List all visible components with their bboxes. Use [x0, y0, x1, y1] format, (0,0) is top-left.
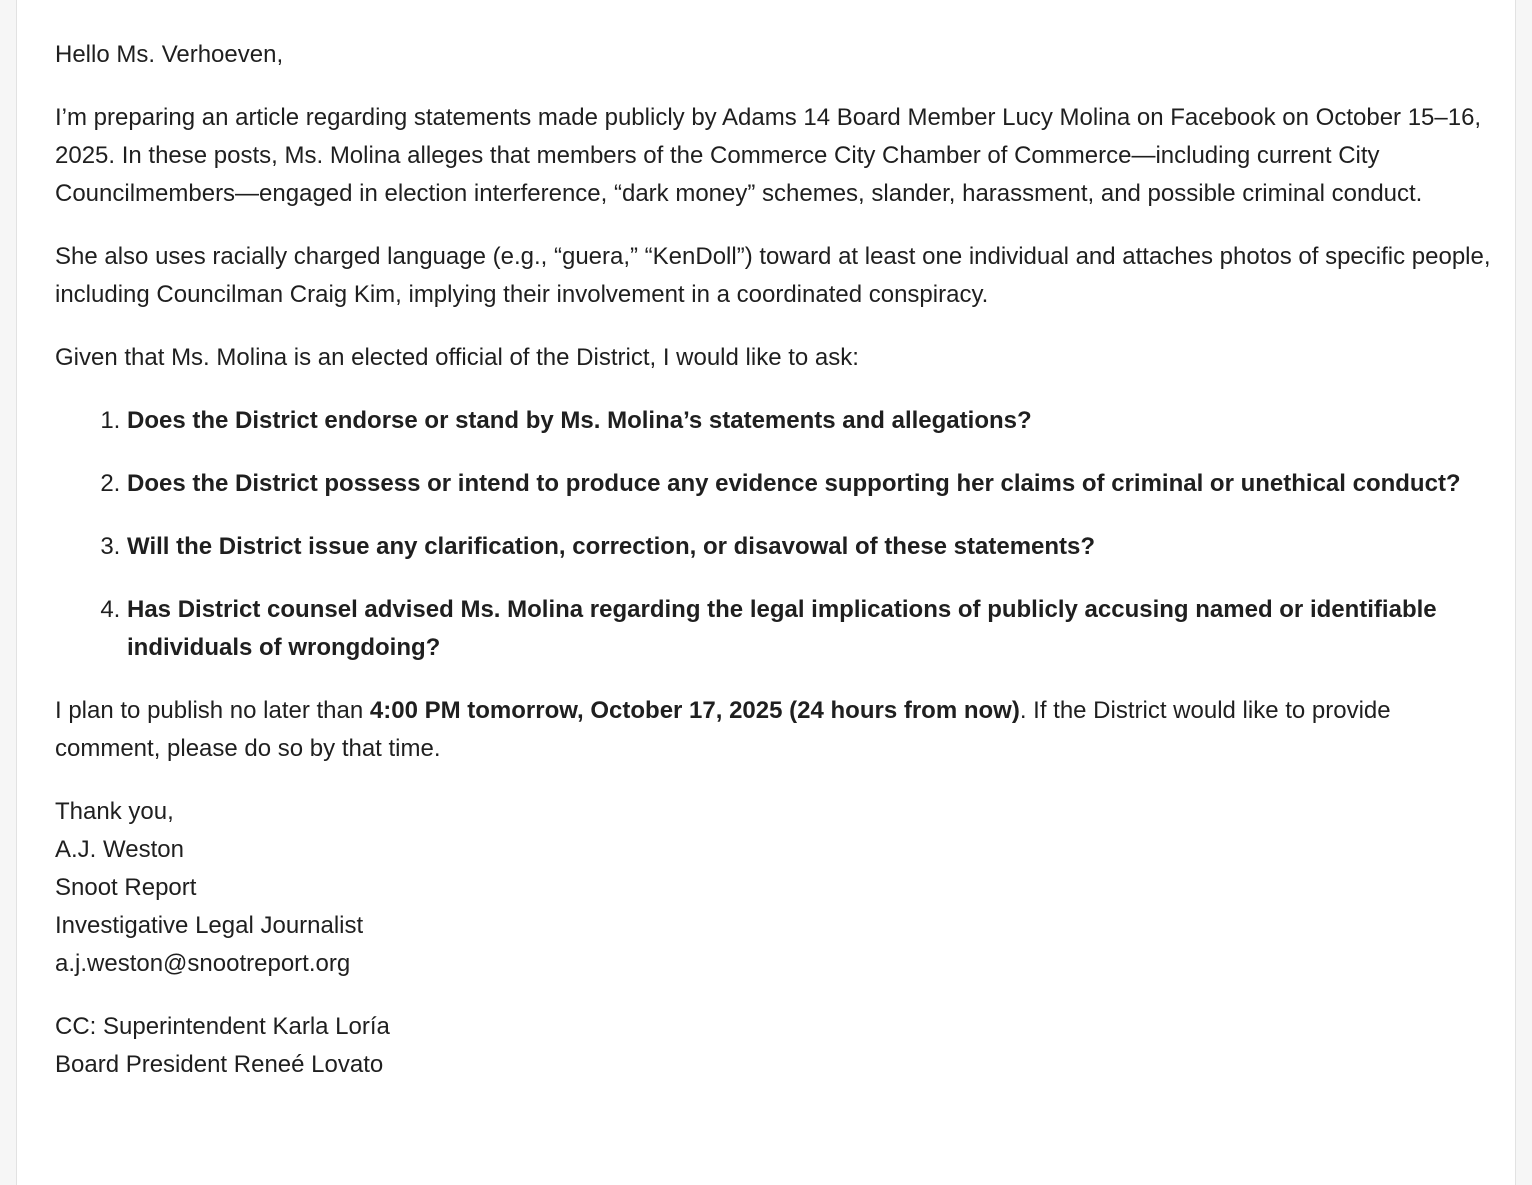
question-text: Does the District endorse or stand by Ms. Molina’s statements and allegations?	[127, 407, 1032, 434]
cc-block	[55, 1008, 1495, 1084]
signature-block	[55, 793, 1495, 983]
deadline-time: 4:00 PM tomorrow, October 17, 2025 (24 hours from now)	[369, 697, 1020, 724]
paragraph-ask: Given that Ms. Molina is an elected official of the District, I would like to ask:	[55, 344, 859, 371]
question-item	[127, 465, 1495, 503]
deadline-after: . If the District would like to provide comment, please do so by that time.	[55, 697, 1391, 762]
signature-email[interactable]: a.j.weston@snootreport.org	[55, 950, 351, 977]
email-frame	[16, 0, 1516, 1185]
cc-line-superintendent: CC: Superintendent Karla Loría	[55, 1013, 390, 1040]
email-body	[55, 36, 1495, 1084]
question-text: Has District counsel advised Ms. Molina regarding the legal implications of publicly accusing named or identifiable individuals of wrongdoing?	[127, 596, 1437, 661]
signature-name: A.J. Weston	[55, 836, 184, 863]
question-item	[127, 591, 1495, 667]
signature-publication: Snoot Report	[55, 874, 197, 901]
deadline-before: I plan to publish no later than	[55, 697, 370, 724]
paragraph-intro: I’m preparing an article regarding statements made publicly by Adams 14 Board Member Lucy Molina on Facebook on October 15–16, 2025. In these posts, Ms. Molina alleges that members of the Commerce City Chamber of Commerce—including current City Councilmembers—engaged in election interference, “dark money” schemes, slander, harassment, and possible criminal conduct.	[55, 104, 1482, 207]
question-text: Will the District issue any clarification, correction, or disavowal of these statements?	[127, 533, 1096, 560]
greeting: Hello Ms. Verhoeven,	[55, 41, 284, 68]
signature-closing: Thank you,	[55, 798, 174, 825]
signature-role: Investigative Legal Journalist	[55, 912, 364, 939]
questions-list	[55, 402, 1495, 667]
cc-line-board-president: Board President Reneé Lovato	[55, 1051, 384, 1078]
question-item	[127, 402, 1495, 440]
question-item	[127, 528, 1495, 566]
paragraph-language: She also uses racially charged language (e.g., “guera,” “KenDoll”) toward at least one individual and attaches photos of specific people, including Councilman Craig Kim, implying their involvement in a coordinated conspiracy.	[55, 243, 1491, 308]
question-text: Does the District possess or intend to produce any evidence supporting her claims of criminal or unethical conduct?	[127, 470, 1461, 497]
paragraph-deadline	[55, 692, 1495, 768]
